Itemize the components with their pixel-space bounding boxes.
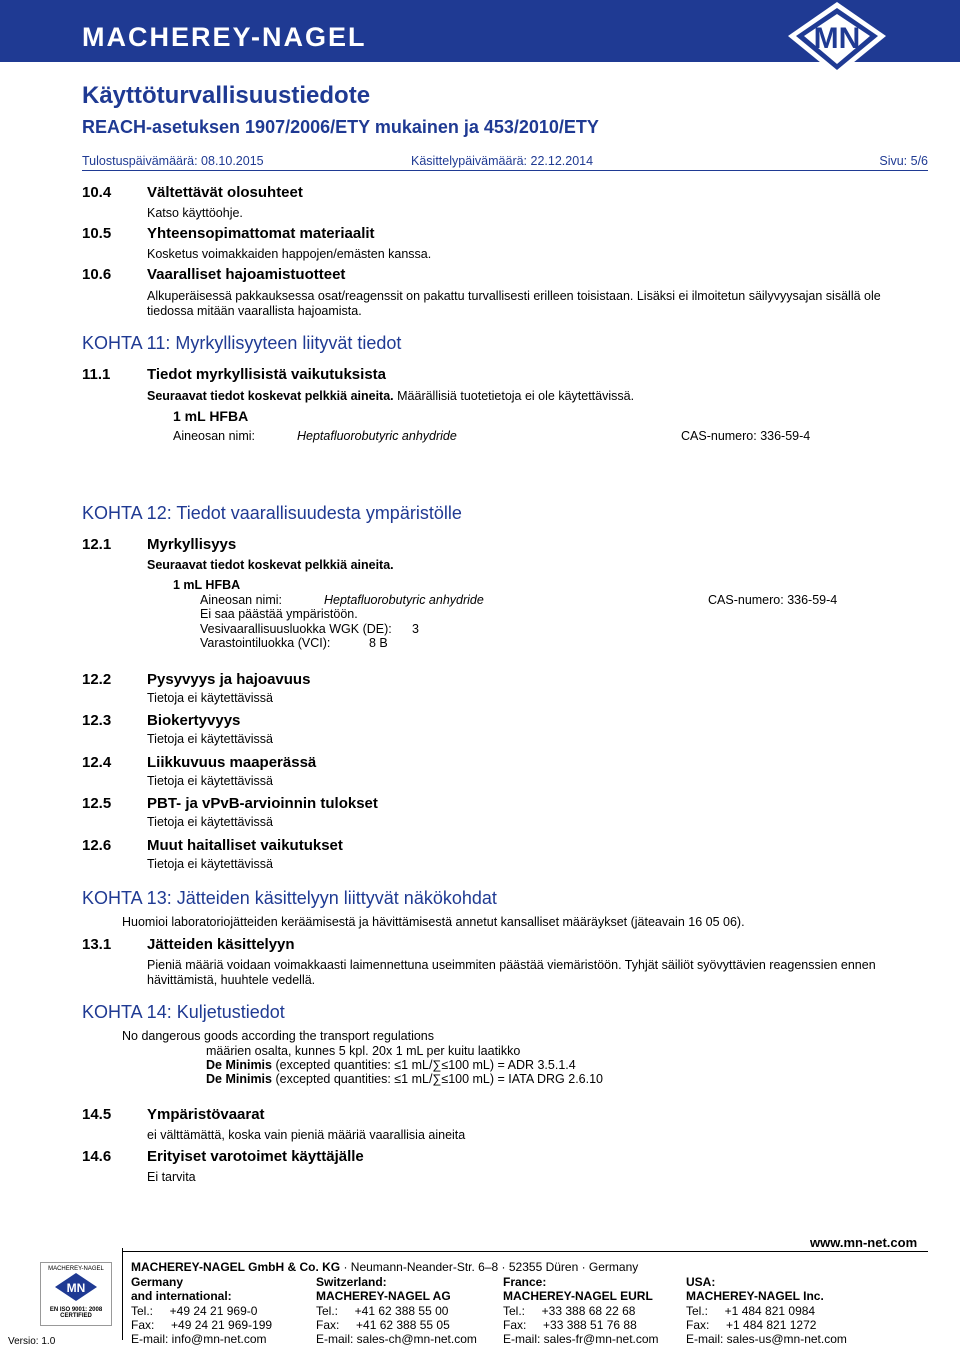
section-num: 12.4 <box>82 754 112 771</box>
iso-certificate-badge <box>40 1262 112 1326</box>
section-title: Myrkyllisyys <box>147 536 237 553</box>
page-number: Sivu: 5/6 <box>879 154 928 168</box>
section-title: PBT- ja vPvB-arvioinnin tulokset <box>147 795 378 812</box>
badge-certified: CERTIFIED <box>60 1313 92 1319</box>
footer-divider <box>122 1251 928 1252</box>
section-heading: KOHTA 12: Tiedot vaarallisuudesta ympäristölle <box>82 503 462 523</box>
badge-logo-text: MN <box>66 1281 86 1295</box>
footer-contact-h2: MACHEREY-NAGEL Inc. <box>686 1289 824 1303</box>
section-text: ei välttämättä, koska vain pieniä määriä vaarallisia aineita <box>147 1128 466 1142</box>
footer-contact-h2: MACHEREY-NAGEL AG <box>316 1289 451 1303</box>
footer-contact-mail[interactable]: E-mail: sales-fr@mn-net.com <box>503 1332 659 1346</box>
footer-contact-mail[interactable]: E-mail: sales-us@mn-net.com <box>686 1332 847 1346</box>
section-num: 11.1 <box>82 366 111 383</box>
print-date: Tulostuspäivämäärä: 08.10.2015 <box>82 154 264 168</box>
footer-contact-h1: France: <box>503 1275 547 1289</box>
disposal-intro: Huomioi laboratoriojätteiden keräämisestä ja hävittämisestä annetut kansalliset määräykset (jäteavain 16 05 06). <box>122 915 745 929</box>
section-text: Tietoja ei käytettävissä <box>147 857 273 871</box>
mn-logo-icon <box>782 0 892 78</box>
footer-contact-tel: Tel.: +41 62 388 55 00 <box>316 1304 449 1318</box>
ingredient-label: Aineosan nimi: <box>173 429 255 443</box>
badge-iso: EN ISO 9001: 2008 <box>49 1307 103 1313</box>
section-text: tiedossa mitään vaarallista hajoamista. <box>147 304 362 318</box>
section-num: 10.5 <box>82 225 112 242</box>
section-num: 10.6 <box>82 266 112 283</box>
footer-contact-mail[interactable]: E-mail: sales-ch@mn-net.com <box>316 1332 477 1346</box>
section-num: 12.5 <box>82 795 112 812</box>
company-address: · Neumann-Neander-Str. 6–8 · 52355 Düren · Germany <box>340 1260 639 1274</box>
ingredient-label: Aineosan nimi: <box>200 593 282 607</box>
section-num: 12.1 <box>82 536 112 553</box>
website-link[interactable]: www.mn-net.com <box>810 1235 918 1250</box>
vci-label: Varastointiluokka (VCI): <box>200 636 331 650</box>
section-title: Pysyvyys ja hajoavuus <box>147 671 311 688</box>
cas-number: CAS-numero: 336-59-4 <box>681 429 811 443</box>
product-name: 1 mL HFBA <box>173 408 249 424</box>
section-num: 14.5 <box>82 1106 112 1123</box>
company-name: MACHEREY-NAGEL GmbH & Co. KG <box>131 1260 341 1274</box>
version-label: Versio: 1.0 <box>8 1336 56 1347</box>
section-title: Biokertyvyys <box>147 712 241 729</box>
footer-contact-tel: Tel.: +1 484 821 0984 <box>686 1304 816 1318</box>
section-title: Liikkuvuus maaperässä <box>147 754 317 771</box>
section-num: 13.1 <box>82 936 112 953</box>
mn-badge-logo-icon <box>41 1272 111 1302</box>
footer-contact-fax: Fax: +33 388 51 76 88 <box>503 1318 637 1332</box>
processing-date: Käsittelypäivämäärä: 22.12.2014 <box>411 154 594 168</box>
de-minimis-adr: (excepted quantities: ≤1 mL/∑≤100 mL) = ADR 3.5.1.4 <box>272 1058 576 1072</box>
section-text: Tietoja ei käytettävissä <box>147 774 273 788</box>
section-title: Ympäristövaarat <box>147 1106 265 1123</box>
transport-line: No dangerous goods according the transport regulations <box>122 1029 435 1043</box>
doc-title: Käyttöturvallisuustiedote <box>82 82 371 109</box>
section-text: Pieniä määriä voidaan voimakkaasti laimennettuna useimmiten päästää viemäristöön. Tyhjät säiliöt syövyttävien reagenssien ennen <box>147 958 876 972</box>
section-title: Jätteiden käsittelyyn <box>147 936 295 953</box>
section-title: Yhteensopimattomat materiaalit <box>147 225 375 242</box>
wgk-label: Vesivaarallisuusluokka WGK (DE): <box>200 622 392 636</box>
section-num: 12.2 <box>82 671 112 688</box>
de-minimis-label: De Minimis <box>206 1058 272 1072</box>
cas-number: CAS-numero: 336-59-4 <box>708 593 838 607</box>
ingredient-name: Heptafluorobutyric anhydride <box>297 429 457 443</box>
note-text: Määrällisiä tuotetietoja ei ole käytettävissä. <box>393 389 635 403</box>
section-text: Tietoja ei käytettävissä <box>147 815 273 829</box>
wgk-value: 3 <box>412 622 419 636</box>
section-text: Ei tarvita <box>147 1170 196 1184</box>
footer-contact-fax: Fax: +49 24 21 969-199 <box>131 1318 273 1332</box>
doc-subtitle: REACH-asetuksen 1907/2006/ETY mukainen ja 453/2010/ETY <box>82 117 599 137</box>
section-title: Erityiset varotoimet käyttäjälle <box>147 1148 364 1165</box>
section-text: Katso käyttöohje. <box>147 206 243 220</box>
footer-contact-fax: Fax: +1 484 821 1272 <box>686 1318 817 1332</box>
section-num: 10.4 <box>82 184 112 201</box>
footer-contact-h1: USA: <box>686 1275 716 1289</box>
ingredient-name: Heptafluorobutyric anhydride <box>324 593 484 607</box>
footer-contact-h1: Switzerland: <box>316 1275 387 1289</box>
footer-contact-h1: Germany <box>131 1275 184 1289</box>
footer-contact-h2: and international: <box>131 1289 232 1303</box>
transport-line: määrien osalta, kunnes 5 kpl. 20x 1 mL per kuitu laatikko <box>206 1044 521 1058</box>
section-text: Tietoja ei käytettävissä <box>147 732 273 746</box>
section-title: Muut haitalliset vaikutukset <box>147 837 343 854</box>
badge-brand: MACHEREY-NAGEL <box>48 1266 104 1272</box>
section-text: Tietoja ei käytettävissä <box>147 691 273 705</box>
section-num: 12.6 <box>82 837 112 854</box>
product-name: 1 mL HFBA <box>173 578 241 592</box>
section-heading: KOHTA 13: Jätteiden käsittelyyn liittyvät näkökohdat <box>82 888 497 908</box>
section-text: Alkuperäisessä pakkauksessa osat/reagenssit on pakattu turvallisesti erilleen toisistaan. Lisäksi ei ilmoitetun säilyvyysajan sisällä ole <box>147 289 881 303</box>
de-minimis-label: De Minimis <box>206 1072 272 1086</box>
note-bold: Seuraavat tiedot koskevat pelkkiä aineita. <box>147 558 394 572</box>
footer-contact-fax: Fax: +41 62 388 55 05 <box>316 1318 450 1332</box>
section-text: hävittämistä, huuhtele vedellä. <box>147 973 316 987</box>
section-title: Vaaralliset hajoamistuotteet <box>147 266 346 283</box>
section-num: 12.3 <box>82 712 112 729</box>
footer-contact-tel: Tel.: +33 388 68 22 68 <box>503 1304 636 1318</box>
logo-text: MN <box>813 22 861 55</box>
footer-contact-tel: Tel.: +49 24 21 969-0 <box>131 1304 258 1318</box>
section-num: 14.6 <box>82 1148 112 1165</box>
env-note: Ei saa päästää ympäristöön. <box>200 607 358 621</box>
de-minimis-iata: (excepted quantities: ≤1 mL/∑≤100 mL) = IATA DRG 2.6.10 <box>272 1072 604 1086</box>
header-divider <box>82 170 928 171</box>
section-title: Tiedot myrkyllisistä vaikutuksista <box>147 366 386 383</box>
brand-name: MACHEREY-NAGEL <box>82 22 367 52</box>
footer-contact-mail[interactable]: E-mail: info@mn-net.com <box>131 1332 267 1346</box>
section-title: Vältettävät olosuhteet <box>147 184 303 201</box>
footer-vertical-divider <box>122 1248 123 1340</box>
note-bold: Seuraavat tiedot koskevat pelkkiä aineita. <box>147 389 394 403</box>
section-heading: KOHTA 11: Myrkyllisyyteen liityvät tiedot <box>82 333 402 353</box>
footer-contact-h2: MACHEREY-NAGEL EURL <box>503 1289 653 1303</box>
section-heading: KOHTA 14: Kuljetustiedot <box>82 1002 285 1022</box>
section-text: Kosketus voimakkaiden happojen/emästen kanssa. <box>147 247 432 261</box>
vci-value: 8 B <box>369 636 388 650</box>
